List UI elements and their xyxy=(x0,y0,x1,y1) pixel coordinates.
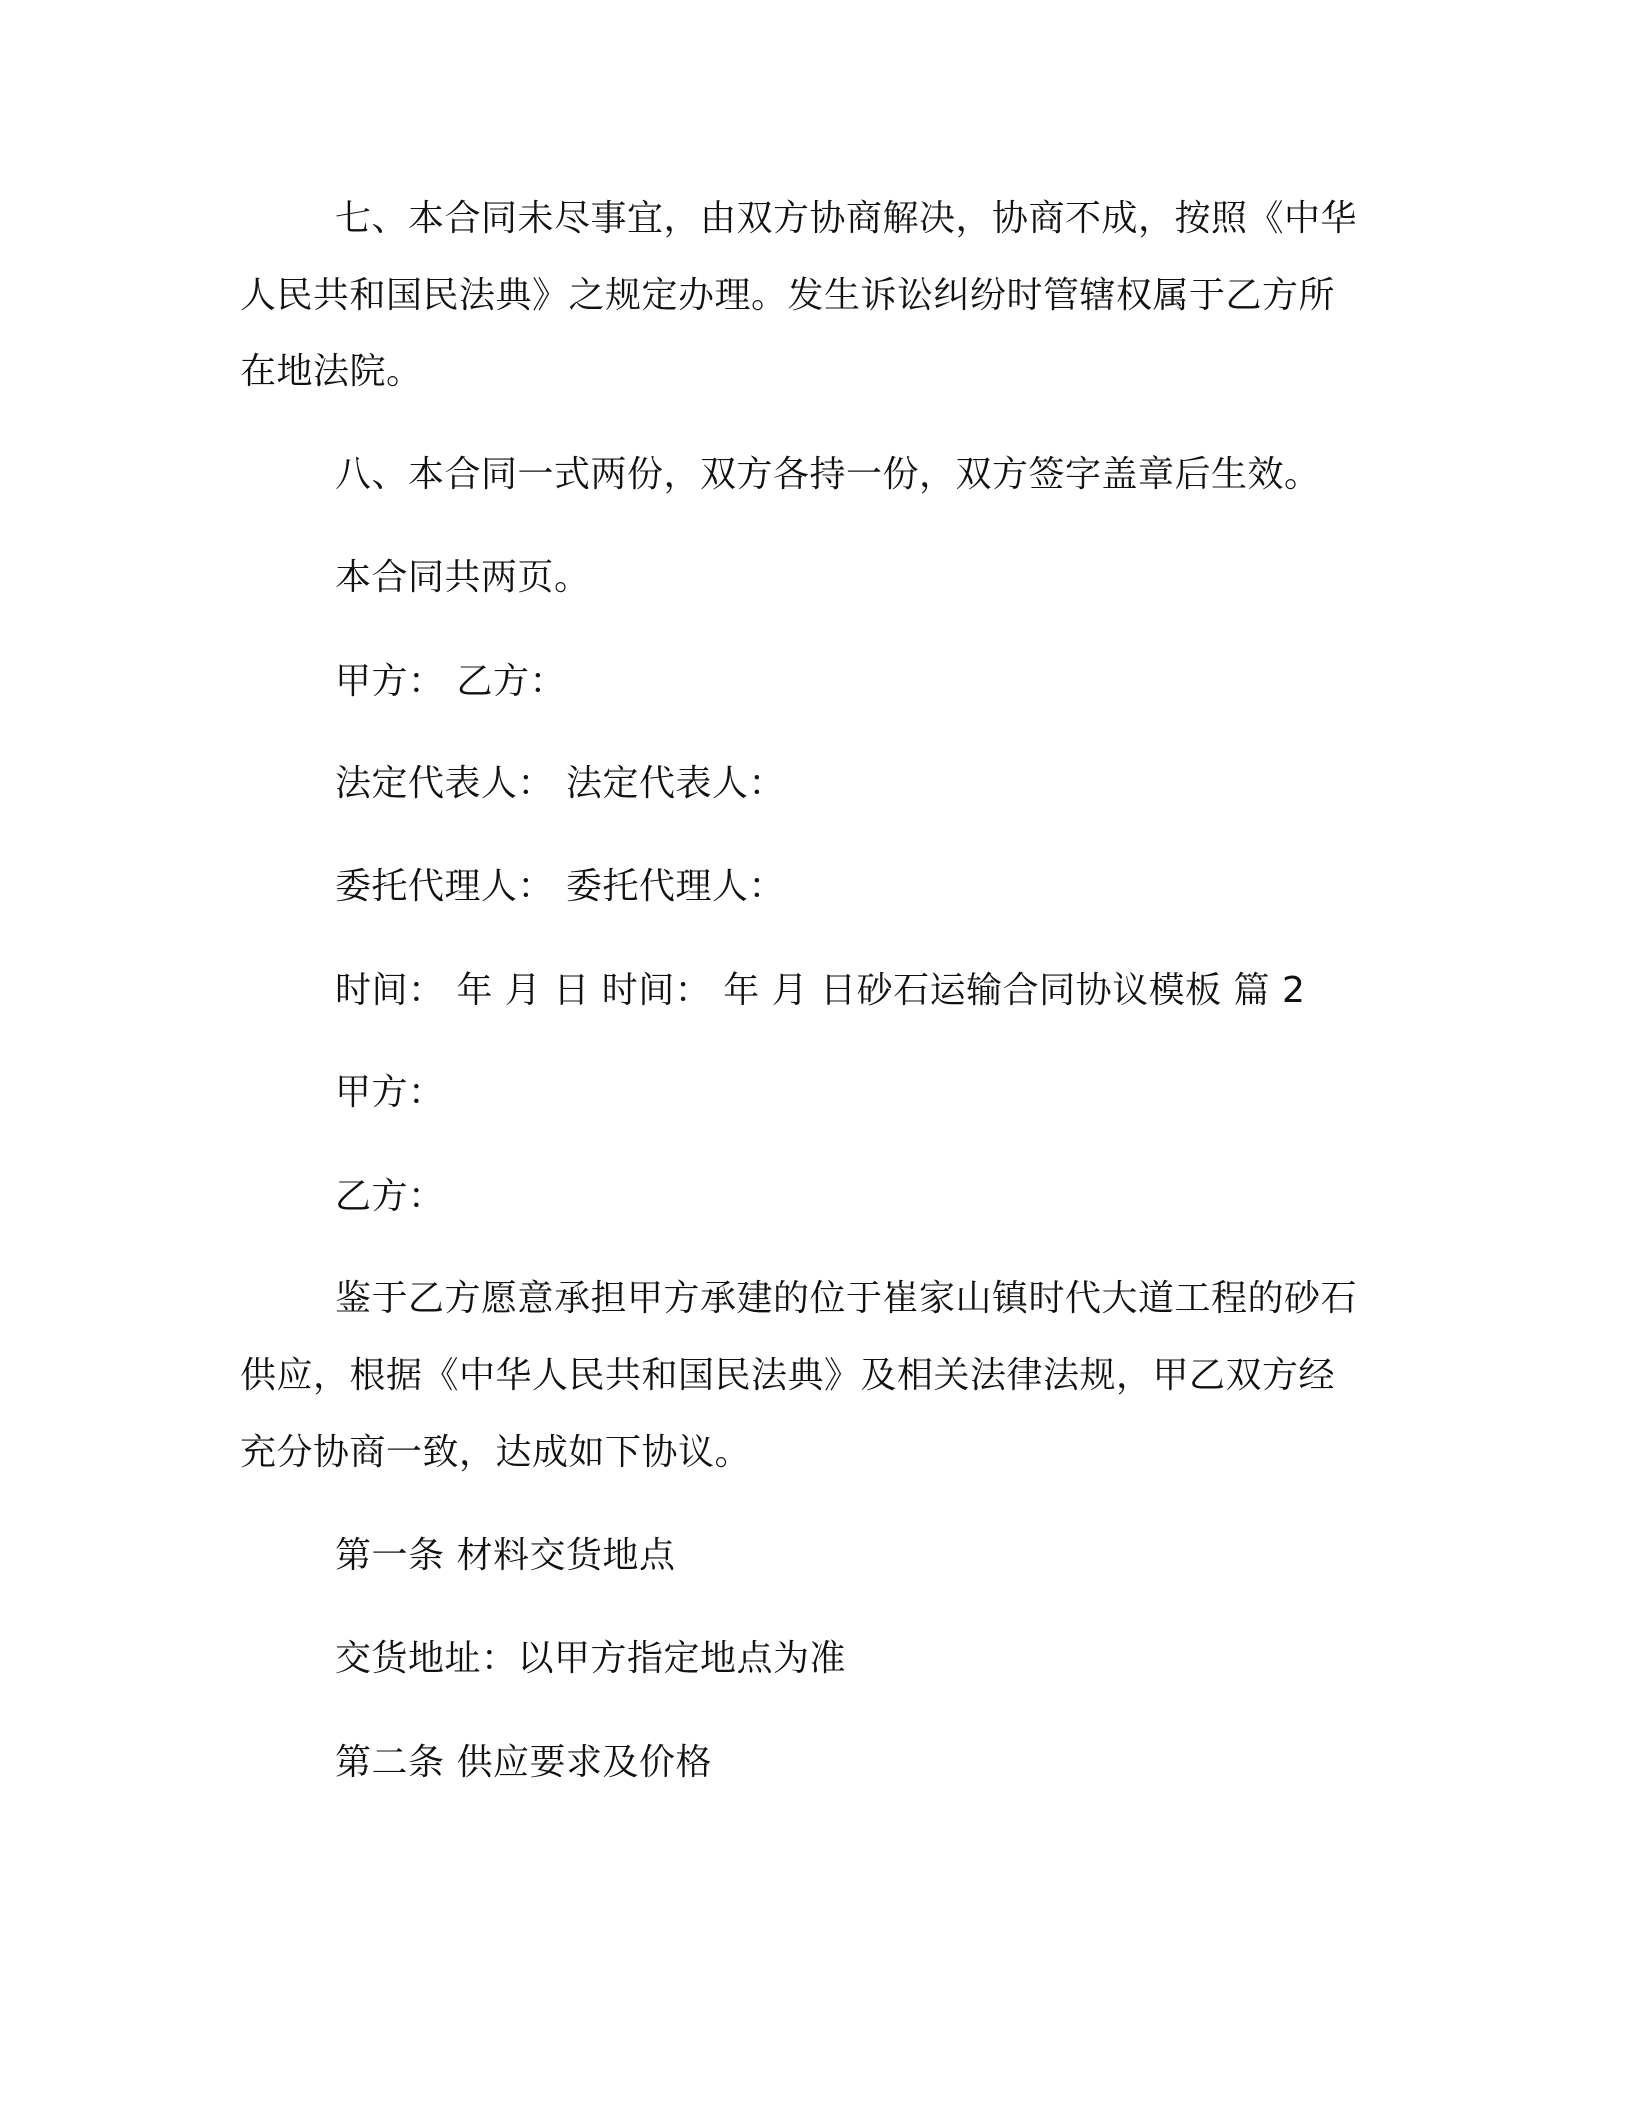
party-a-line: 甲方： xyxy=(335,1072,445,1113)
legal-representative-line: 法定代表人： 法定代表人： xyxy=(335,763,785,804)
party-b-line: 乙方： xyxy=(335,1176,445,1217)
paragraph-7-line-1: 七、本合同未尽事宜，由双方协商解决，协商不成，按照《中华 xyxy=(335,198,1358,239)
preamble-line-1: 鉴于乙方愿意承担甲方承建的位于崔家山镇时代大道工程的砂石 xyxy=(335,1278,1358,1319)
article-1-title: 第一条 材料交货地点 xyxy=(335,1535,676,1576)
preamble-line-3: 充分协商一致，达成如下协议。 xyxy=(240,1432,752,1473)
authorized-agent-line: 委托代理人： 委托代理人： xyxy=(335,866,785,907)
paragraph-7-line-2: 人民共和国民法典》之规定办理。发生诉讼纠纷时管辖权属于乙方所 xyxy=(240,275,1336,316)
preamble-line-2: 供应，根据《中华人民共和国民法典》及相关法律法规，甲乙双方经 xyxy=(240,1355,1336,1396)
paragraph-8: 八、本合同一式两份，双方各持一份，双方签字盖章后生效。 xyxy=(335,454,1321,495)
party-signature-line: 甲方： 乙方： xyxy=(335,661,566,702)
delivery-address-line: 交货地址：以甲方指定地点为准 xyxy=(335,1638,847,1679)
article-2-title: 第二条 供应要求及价格 xyxy=(335,1742,712,1783)
paragraph-7-line-3: 在地法院。 xyxy=(240,351,423,392)
page-count-line: 本合同共两页。 xyxy=(335,557,591,598)
date-line: 时间： 年 月 日 时间： 年 月 日砂石运输合同协议模板 篇 2 xyxy=(335,970,1306,1011)
